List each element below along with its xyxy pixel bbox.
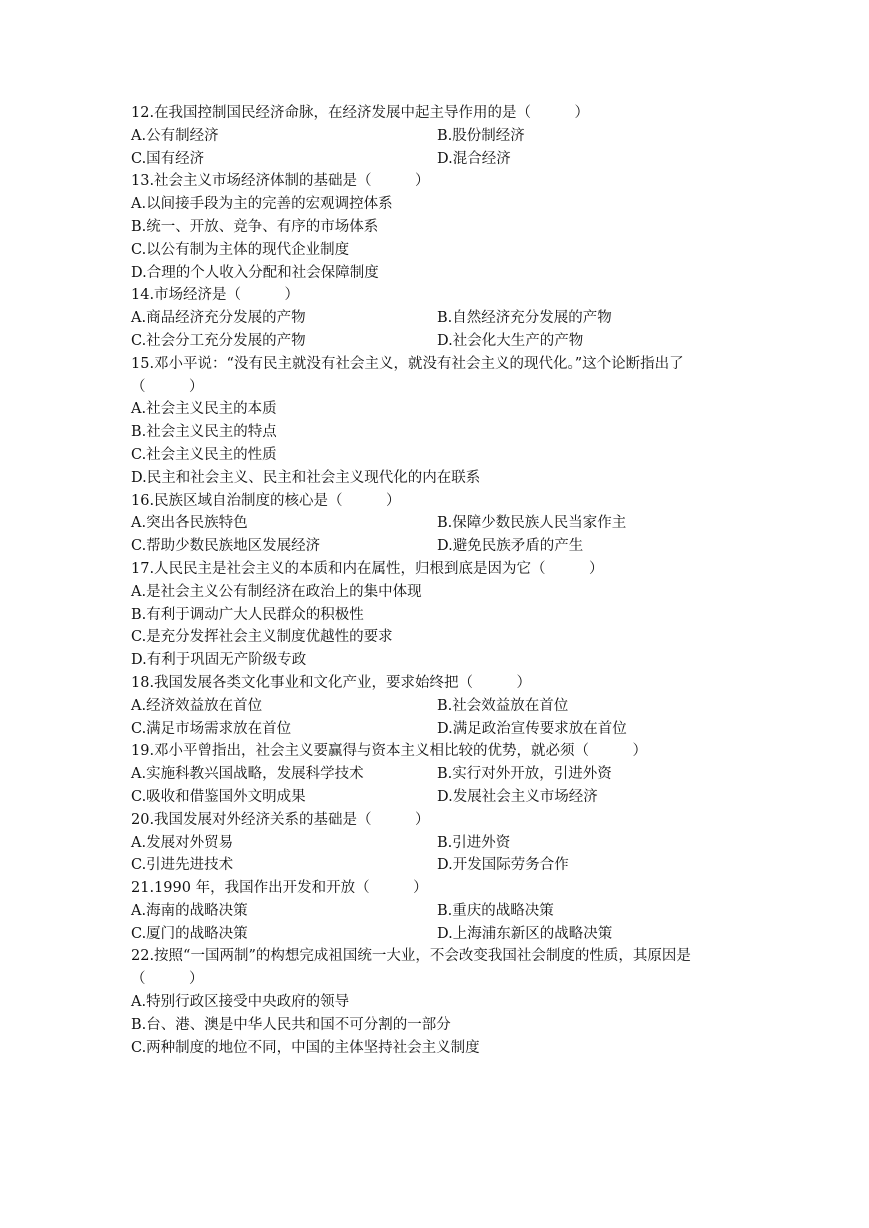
answer-option: A.公有制经济 <box>131 127 219 144</box>
answer-option: D.满足政治宣传要求放在首位 <box>437 720 627 737</box>
answer-option: D.避免民族矛盾的产生 <box>437 538 584 555</box>
answer-option: C.引进先进技术 <box>131 857 234 874</box>
answer-option: A.是社会主义公有制经济在政治上的集中体现 <box>131 583 422 600</box>
answer-option: B.台、港、澳是中华人民共和国不可分割的一部分 <box>131 1016 451 1033</box>
option-row <box>131 421 741 444</box>
option-row <box>131 125 741 148</box>
answer-option: A.发展对外贸易 <box>131 834 234 851</box>
answer-option: B.保障少数民族人民当家作主 <box>437 515 627 532</box>
answer-option: D.混合经济 <box>437 150 511 167</box>
question-stem: 15.邓小平说：“没有民主就没有社会主义，就没有社会主义的现代化。”这个论断指出了（ ） <box>131 355 684 395</box>
option-row <box>131 900 741 923</box>
answer-option: B.重庆的战略决策 <box>437 902 554 919</box>
option-row <box>131 535 741 558</box>
option-row <box>131 718 741 741</box>
answer-option: B.有利于调动广大人民群众的积极性 <box>131 606 364 623</box>
question-stem: 20.我国发展对外经济关系的基础是（ ） <box>131 811 430 828</box>
option-row <box>131 854 741 877</box>
answer-option: B.社会主义民主的特点 <box>131 424 277 441</box>
answer-option: B.自然经济充分发展的产物 <box>437 310 612 327</box>
answer-option: A.社会主义民主的本质 <box>131 401 277 418</box>
option-row <box>131 832 741 855</box>
answer-option: D.有利于巩固无产阶级专政 <box>131 652 307 669</box>
option-row <box>131 1014 741 1037</box>
answer-option: B.股份制经济 <box>437 127 525 144</box>
question-stem: 12.在我国控制国民经济命脉，在经济发展中起主导作用的是（ ） <box>131 105 590 121</box>
option-row <box>131 330 741 353</box>
option-row <box>131 581 741 604</box>
option-row <box>131 262 741 285</box>
answer-option: D.上海浦东新区的战略决策 <box>437 925 613 942</box>
option-row <box>131 786 741 809</box>
question-stem: 21.1990 年，我国作出开发和开放（ ） <box>131 880 428 897</box>
option-row <box>131 649 741 672</box>
question-stem: 13.社会主义市场经济体制的基础是（ ） <box>131 173 430 190</box>
answer-option: B.引进外资 <box>437 834 511 851</box>
option-row <box>131 695 741 718</box>
answer-option: C.厦门的战略决策 <box>131 925 248 942</box>
question-stem: 18.我国发展各类文化事业和文化产业，要求始终把（ ） <box>131 674 532 691</box>
answer-option: A.实施科教兴国战略，发展科学技术 <box>131 766 364 783</box>
option-row <box>131 193 741 216</box>
answer-option: A.特别行政区接受中央政府的领导 <box>131 994 350 1011</box>
answer-option: C.帮助少数民族地区发展经济 <box>131 538 321 555</box>
answer-option: C.国有经济 <box>131 150 205 167</box>
option-row <box>131 763 741 786</box>
option-row <box>131 148 741 171</box>
question-stem: 17.人民民主是社会主义的本质和内在属性，归根到底是因为它（ ） <box>131 560 604 577</box>
question-stem: 19.邓小平曾指出，社会主义要赢得与资本主义相比较的优势，就必须（ ） <box>131 743 648 760</box>
option-row <box>131 444 741 467</box>
answer-option: B.实行对外开放，引进外资 <box>437 766 612 783</box>
answer-option: D.社会化大生产的产物 <box>437 332 584 349</box>
option-row <box>131 216 741 239</box>
answer-option: A.突出各民族特色 <box>131 515 248 532</box>
option-row <box>131 398 741 421</box>
option-row <box>131 1037 741 1060</box>
answer-option: C.是充分发挥社会主义制度优越性的要求 <box>131 629 393 646</box>
answer-option: D.开发国际劳务合作 <box>437 857 569 874</box>
option-row <box>131 991 741 1014</box>
answer-option: C.以公有制为主体的现代企业制度 <box>131 241 350 258</box>
answer-option: C.社会分工充分发展的产物 <box>131 332 306 349</box>
option-row <box>131 626 741 649</box>
option-row <box>131 307 741 330</box>
option-row <box>131 467 741 490</box>
answer-option: A.经济效益放在首位 <box>131 697 263 714</box>
answer-option: B.社会效益放在首位 <box>437 697 569 714</box>
answer-option: C.满足市场需求放在首位 <box>131 720 292 737</box>
option-row <box>131 239 741 262</box>
answer-option: A.以间接手段为主的完善的宏观调控体系 <box>131 196 393 213</box>
answer-option: C.社会主义民主的性质 <box>131 446 277 463</box>
question-stem: 14.市场经济是（ ） <box>131 287 300 304</box>
question-stem: 16.民族区域自治制度的核心是（ ） <box>131 492 401 509</box>
question-stem: 22.按照“一国两制”的构想完成祖国统一大业，不会改变我国社会制度的性质，其原因是（ ） <box>131 948 691 988</box>
answer-option: D.合理的个人收入分配和社会保障制度 <box>131 264 379 281</box>
answer-option: A.海南的战略决策 <box>131 902 248 919</box>
option-row <box>131 512 741 535</box>
answer-option: C.两种制度的地位不同，中国的主体坚持社会主义制度 <box>131 1039 480 1056</box>
option-row <box>131 923 741 946</box>
option-row <box>131 604 741 627</box>
question-list <box>131 102 741 1059</box>
answer-option: B.统一、开放、竞争、有序的市场体系 <box>131 218 379 235</box>
answer-option: D.民主和社会主义、民主和社会主义现代化的内在联系 <box>131 469 481 486</box>
answer-option: C.吸收和借鉴国外文明成果 <box>131 788 306 805</box>
answer-option: D.发展社会主义市场经济 <box>437 788 598 805</box>
answer-option: A.商品经济充分发展的产物 <box>131 310 306 327</box>
